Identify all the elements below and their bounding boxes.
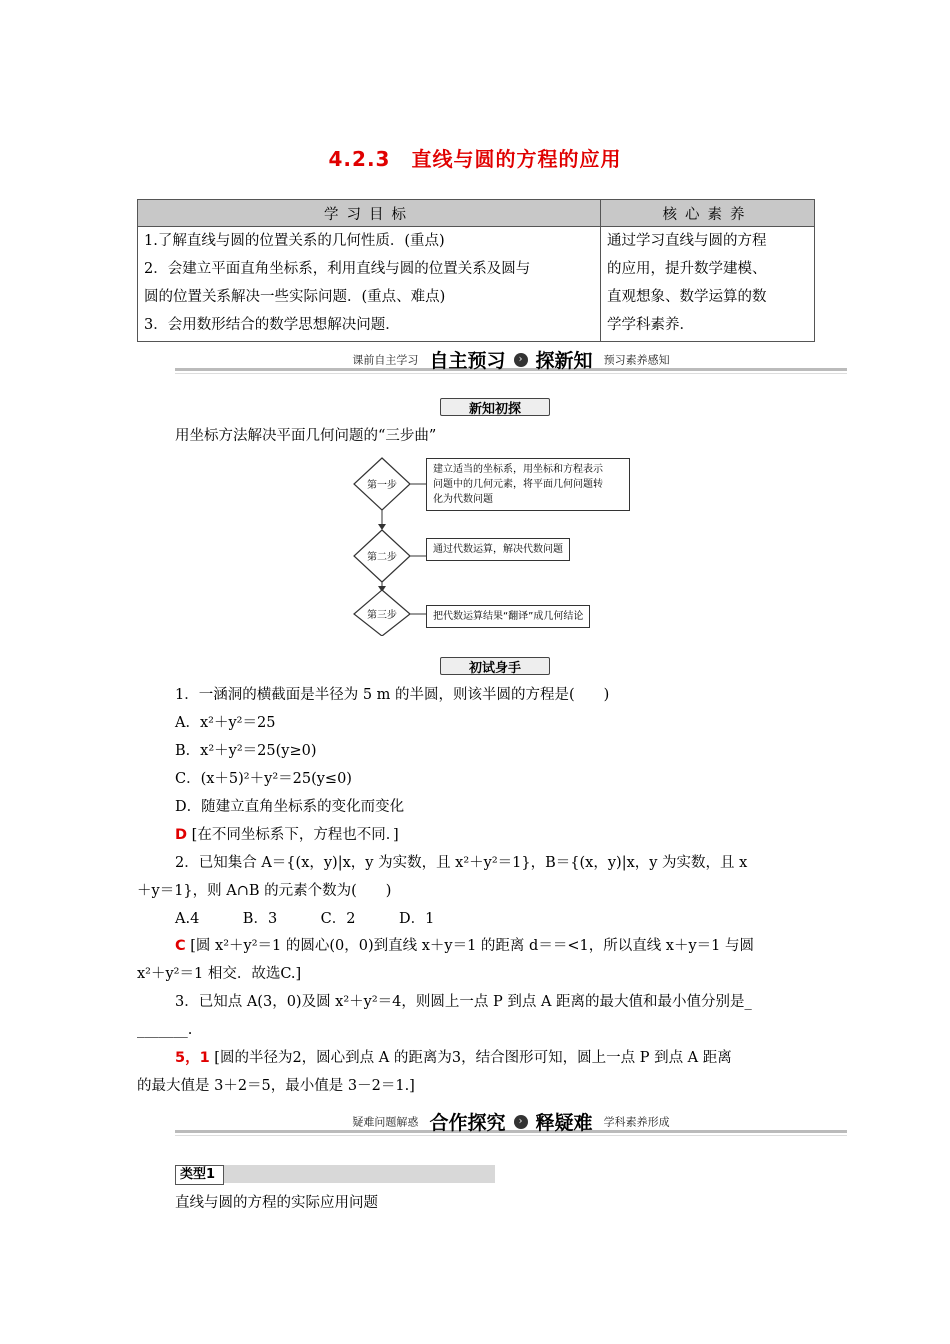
question-3-stem: 3．已知点 A(3，0)及圆 x²＋y²＝4，则圆上一点 P 到点 A 距离的最大值和最小值分别是_ bbox=[175, 994, 752, 1010]
tag-first-try: 初试身手 bbox=[440, 657, 550, 675]
literacy-header: 核心素养 bbox=[601, 200, 815, 227]
flow-box-3: 把代数运算结果“翻译”成几何结论 bbox=[426, 605, 590, 628]
chevron-right-icon: › bbox=[514, 353, 528, 367]
question-3-explanation: [圆的半径为2，圆心到点 A 的距离为3，结合图形可知，圆上一点 P 到点 A 距离 bbox=[214, 1050, 732, 1066]
learning-goals-table bbox=[137, 199, 815, 342]
flow-box-1: 建立适当的坐标系，用坐标和方程表示 问题中的几何元素，将平面几何问题转 化为代数问题 bbox=[426, 458, 630, 511]
question-3-explanation-cont: 的最大值是 3＋2＝5，最小值是 3－2＝1.] bbox=[137, 1078, 415, 1094]
banner-title-a: 自主预习 bbox=[429, 350, 506, 372]
question-1-answer: D bbox=[175, 827, 188, 843]
banner-right-text: 预习素养感知 bbox=[603, 353, 670, 367]
banner-left-text: 课前自主学习 bbox=[352, 353, 419, 367]
svg-text:第二步: 第二步 bbox=[367, 552, 397, 563]
svg-text:第一步: 第一步 bbox=[367, 480, 397, 491]
question-1-option-a: A．x²＋y²＝25 bbox=[175, 715, 276, 731]
question-2-answer-line bbox=[175, 936, 754, 956]
literacy-line: 学学科素养． bbox=[607, 317, 694, 333]
question-1-stem: 1．一涵洞的横截面是半径为 5 m 的半圆，则该半圆的方程是( ) bbox=[175, 687, 610, 703]
literacy-line: 直观想象、数学运算的数 bbox=[607, 289, 767, 305]
goals-header: 学习目标 bbox=[138, 200, 601, 227]
section-banner-preview bbox=[175, 346, 847, 376]
flow-step-3 bbox=[354, 590, 410, 636]
literacy-line: 通过学习直线与圆的方程 bbox=[607, 233, 767, 249]
goal-line: 圆的位置关系解决一些实际问题．(重点、难点) bbox=[144, 289, 446, 305]
question-1-explanation: [在不同坐标系下，方程也不同．] bbox=[191, 827, 399, 843]
question-3-answer-line bbox=[175, 1048, 732, 1068]
banner-title-b: 释疑难 bbox=[535, 1112, 593, 1134]
question-1-option-c: C．(x＋5)²＋y²＝25(y≤0) bbox=[175, 771, 352, 787]
section-banner-explore bbox=[175, 1108, 847, 1138]
goal-line: 1.了解直线与圆的位置关系的几何性质．(重点) bbox=[144, 233, 445, 249]
type-label: 类型1 bbox=[175, 1165, 224, 1185]
banner-right-text: 学科素养形成 bbox=[603, 1115, 670, 1129]
question-2-stem-cont: ＋y＝1}，则 A∩B 的元素个数为( ) bbox=[137, 883, 392, 899]
question-1-option-b: B．x²＋y²＝25(y≥0) bbox=[175, 743, 317, 759]
type-header bbox=[175, 1165, 495, 1183]
flow-box-2: 通过代数运算，解决代数问题 bbox=[426, 538, 570, 561]
goal-line: 3．会用数形结合的数学思想解决问题． bbox=[144, 317, 400, 333]
question-2-answer: C bbox=[175, 938, 186, 954]
tag-new-knowledge: 新知初探 bbox=[440, 398, 550, 416]
question-2-stem: 2．已知集合 A＝{(x，y)|x，y 为实数，且 x²＋y²＝1}，B＝{(x，y)|x，y 为实数，且 x bbox=[175, 855, 748, 871]
banner-left-text: 疑难问题解惑 bbox=[352, 1115, 419, 1129]
question-1-answer-line bbox=[175, 825, 399, 845]
svg-text:第三步: 第三步 bbox=[367, 610, 397, 621]
flow-step-2 bbox=[354, 530, 410, 582]
question-3-stem-cont: _______. bbox=[137, 1022, 193, 1038]
question-2-explanation: [圆 x²＋y²＝1 的圆心(0，0)到直线 x＋y＝1 的距离 d＝＝<1，所以直线 x＋y＝1 与圆 bbox=[190, 938, 755, 954]
flow-step-1 bbox=[354, 458, 410, 510]
literacy-line: 的应用，提升数学建模、 bbox=[607, 261, 767, 277]
goal-line: 2．会建立平面直角坐标系，利用直线与圆的位置关系及圆与 bbox=[144, 261, 531, 277]
banner-title-a: 合作探究 bbox=[429, 1112, 506, 1134]
banner-title-b: 探新知 bbox=[535, 350, 593, 372]
question-2-explanation-cont: x²＋y²＝1 相交．故选C.] bbox=[137, 966, 302, 982]
page-title: 4.2.3 直线与圆的方程的应用 bbox=[328, 147, 622, 171]
type-title: 直线与圆的方程的实际应用问题 bbox=[175, 1195, 378, 1211]
question-3-answer: 5，1 bbox=[175, 1050, 210, 1066]
question-1-option-d: D．随建立直角坐标系的变化而变化 bbox=[175, 799, 405, 815]
question-2-options: A.4 B．3 C．2 D．1 bbox=[175, 911, 435, 927]
intro-text: 用坐标方法解决平面几何问题的“三步曲” bbox=[175, 428, 437, 444]
chevron-right-icon: › bbox=[514, 1115, 528, 1129]
